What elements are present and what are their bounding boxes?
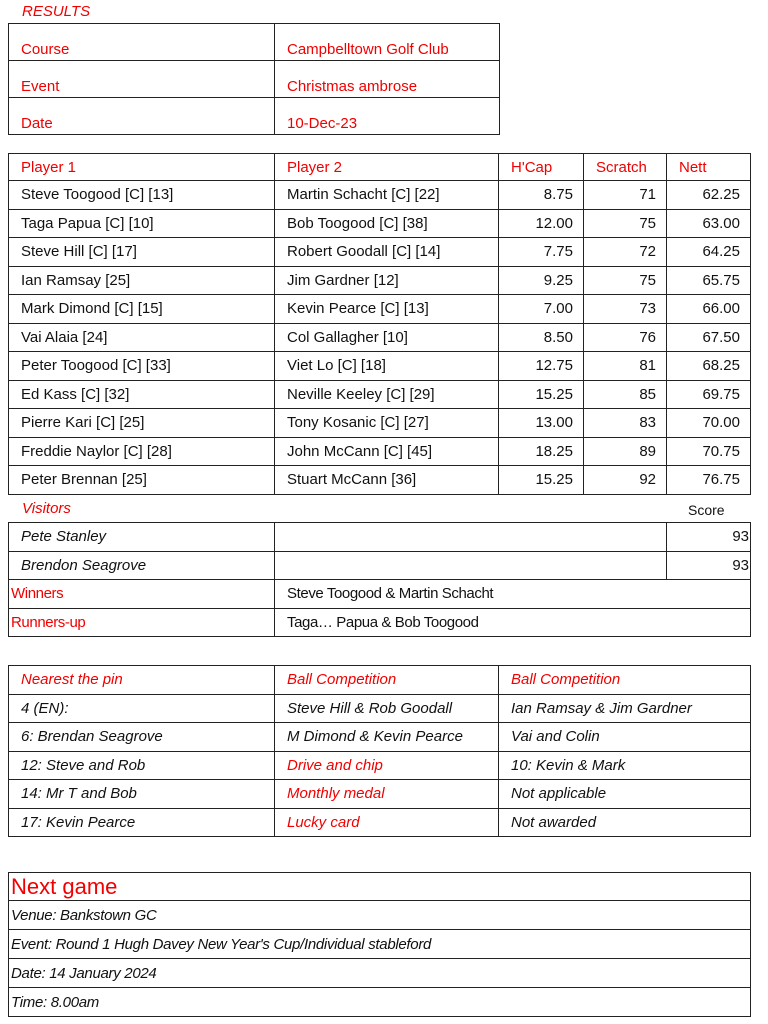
visitors-table	[8, 522, 751, 637]
results-row	[9, 380, 751, 409]
info-row-course	[9, 24, 500, 61]
cell-player2: Stuart McCann [36]	[275, 466, 499, 495]
cell-hcap: 9.25	[499, 266, 584, 295]
cell-hcap: 7.75	[499, 238, 584, 267]
info-row-event	[9, 61, 500, 98]
results-row	[9, 295, 751, 324]
info-value: 10-Dec-23	[275, 98, 500, 135]
prizes-row	[9, 694, 751, 723]
cell-nett: 65.75	[667, 266, 751, 295]
cell-hcap: 18.25	[499, 437, 584, 466]
results-table	[8, 153, 751, 495]
results-row	[9, 466, 751, 495]
info-row-date	[9, 98, 500, 135]
cell-player2: Martin Schacht [C] [22]	[275, 181, 499, 210]
header-nearest-pin: Nearest the pin	[9, 666, 275, 695]
runners-up-row	[9, 608, 751, 637]
cell-player2: Tony Kosanic [C] [27]	[275, 409, 499, 438]
prize-cell: M Dimond & Kevin Pearce	[275, 723, 499, 752]
visitor-score: 93	[667, 523, 751, 552]
results-header-row	[9, 154, 751, 181]
prize-category-label: Monthly medal	[275, 780, 499, 809]
prize-cell: 4 (EN):	[9, 694, 275, 723]
cell-player1: Freddie Naylor [C] [28]	[9, 437, 275, 466]
cell-nett: 70.00	[667, 409, 751, 438]
results-row	[9, 323, 751, 352]
cell-nett: 69.75	[667, 380, 751, 409]
header-player1: Player 1	[9, 154, 275, 181]
cell-nett: 68.25	[667, 352, 751, 381]
cell-hcap: 12.00	[499, 209, 584, 238]
cell-player1: Ian Ramsay [25]	[9, 266, 275, 295]
runners-up-label: Runners-up	[9, 608, 275, 637]
cell-player1: Mark Dimond [C] [15]	[9, 295, 275, 324]
results-row	[9, 238, 751, 267]
cell-scratch: 75	[584, 209, 667, 238]
next-game-event: Event: Round 1 Hugh Davey New Year's Cup/Individual stableford	[9, 930, 751, 959]
cell-player2: Kevin Pearce [C] [13]	[275, 295, 499, 324]
prize-cell: 10: Kevin & Mark	[499, 751, 751, 780]
cell-player2: Col Gallagher [10]	[275, 323, 499, 352]
prizes-row	[9, 751, 751, 780]
winners-value: Steve Toogood & Martin Schacht	[275, 580, 751, 609]
cell-scratch: 89	[584, 437, 667, 466]
cell-player1: Steve Hill [C] [17]	[9, 238, 275, 267]
prize-cell: Vai and Colin	[499, 723, 751, 752]
info-value: Campbelltown Golf Club	[275, 24, 500, 61]
cell-player2: Jim Gardner [12]	[275, 266, 499, 295]
next-game-date-row	[9, 959, 751, 988]
cell-player2: John McCann [C] [45]	[275, 437, 499, 466]
visitor-name: Pete Stanley	[9, 523, 275, 552]
prize-cell: 17: Kevin Pearce	[9, 808, 275, 837]
header-hcap: H'Cap	[499, 154, 584, 181]
visitor-score: 93	[667, 551, 751, 580]
cell-player1: Vai Alaia [24]	[9, 323, 275, 352]
cell-player2: Neville Keeley [C] [29]	[275, 380, 499, 409]
results-title: RESULTS	[22, 3, 91, 20]
cell-hcap: 8.50	[499, 323, 584, 352]
cell-player1: Taga Papua [C] [10]	[9, 209, 275, 238]
visitor-blank	[275, 523, 667, 552]
cell-scratch: 72	[584, 238, 667, 267]
cell-player1: Ed Kass [C] [32]	[9, 380, 275, 409]
cell-hcap: 15.25	[499, 466, 584, 495]
next-game-title: Next game	[9, 873, 751, 901]
header-player2: Player 2	[275, 154, 499, 181]
cell-player1: Steve Toogood [C] [13]	[9, 181, 275, 210]
visitor-row	[9, 523, 751, 552]
cell-scratch: 83	[584, 409, 667, 438]
prize-cell: Not awarded	[499, 808, 751, 837]
header-ball-competition: Ball Competition	[275, 666, 499, 695]
next-game-venue-row	[9, 901, 751, 930]
next-game-time-row	[9, 988, 751, 1017]
cell-scratch: 71	[584, 181, 667, 210]
cell-player1: Peter Toogood [C] [33]	[9, 352, 275, 381]
cell-player2: Robert Goodall [C] [14]	[275, 238, 499, 267]
results-row	[9, 409, 751, 438]
cell-nett: 63.00	[667, 209, 751, 238]
next-game-table	[8, 872, 751, 1017]
cell-scratch: 81	[584, 352, 667, 381]
results-row	[9, 352, 751, 381]
cell-player2: Bob Toogood [C] [38]	[275, 209, 499, 238]
info-label: Date	[9, 98, 275, 135]
cell-nett: 66.00	[667, 295, 751, 324]
cell-nett: 62.25	[667, 181, 751, 210]
results-row	[9, 266, 751, 295]
event-info-table	[8, 23, 500, 135]
prizes-row	[9, 808, 751, 837]
visitor-name: Brendon Seagrove	[9, 551, 275, 580]
prize-cell: 14: Mr T and Bob	[9, 780, 275, 809]
next-game-date: Date: 14 January 2024	[9, 959, 751, 988]
prize-category-label: Lucky card	[275, 808, 499, 837]
info-label: Course	[9, 24, 275, 61]
prizes-table	[8, 665, 751, 837]
cell-scratch: 76	[584, 323, 667, 352]
prize-cell: 12: Steve and Rob	[9, 751, 275, 780]
cell-scratch: 75	[584, 266, 667, 295]
cell-nett: 67.50	[667, 323, 751, 352]
header-nett: Nett	[667, 154, 751, 181]
cell-nett: 70.75	[667, 437, 751, 466]
prizes-row	[9, 723, 751, 752]
results-row	[9, 209, 751, 238]
header-ball-competition: Ball Competition	[499, 666, 751, 695]
cell-hcap: 13.00	[499, 409, 584, 438]
header-scratch: Scratch	[584, 154, 667, 181]
prize-category-label: Drive and chip	[275, 751, 499, 780]
cell-player1: Pierre Kari [C] [25]	[9, 409, 275, 438]
next-game-time: Time: 8.00am	[9, 988, 751, 1017]
visitor-blank	[275, 551, 667, 580]
prize-cell: Not applicable	[499, 780, 751, 809]
prizes-row	[9, 780, 751, 809]
cell-nett: 76.75	[667, 466, 751, 495]
next-game-venue: Venue: Bankstown GC	[9, 901, 751, 930]
prize-cell: 6: Brendan Seagrove	[9, 723, 275, 752]
results-row	[9, 181, 751, 210]
winners-label: Winners	[9, 580, 275, 609]
visitors-label: Visitors	[22, 500, 71, 517]
prizes-header-row	[9, 666, 751, 695]
results-row	[9, 437, 751, 466]
cell-player1: Peter Brennan [25]	[9, 466, 275, 495]
cell-hcap: 15.25	[499, 380, 584, 409]
cell-nett: 64.25	[667, 238, 751, 267]
cell-player2: Viet Lo [C] [18]	[275, 352, 499, 381]
info-value: Christmas ambrose	[275, 61, 500, 98]
visitor-row	[9, 551, 751, 580]
prize-cell: Ian Ramsay & Jim Gardner	[499, 694, 751, 723]
cell-hcap: 7.00	[499, 295, 584, 324]
runners-up-value: Taga… Papua & Bob Toogood	[275, 608, 751, 637]
prize-cell: Steve Hill & Rob Goodall	[275, 694, 499, 723]
score-label: Score	[688, 502, 725, 518]
next-game-title-row	[9, 873, 751, 901]
info-label: Event	[9, 61, 275, 98]
cell-scratch: 73	[584, 295, 667, 324]
next-game-event-row	[9, 930, 751, 959]
cell-hcap: 8.75	[499, 181, 584, 210]
cell-hcap: 12.75	[499, 352, 584, 381]
cell-scratch: 92	[584, 466, 667, 495]
cell-scratch: 85	[584, 380, 667, 409]
winners-row	[9, 580, 751, 609]
